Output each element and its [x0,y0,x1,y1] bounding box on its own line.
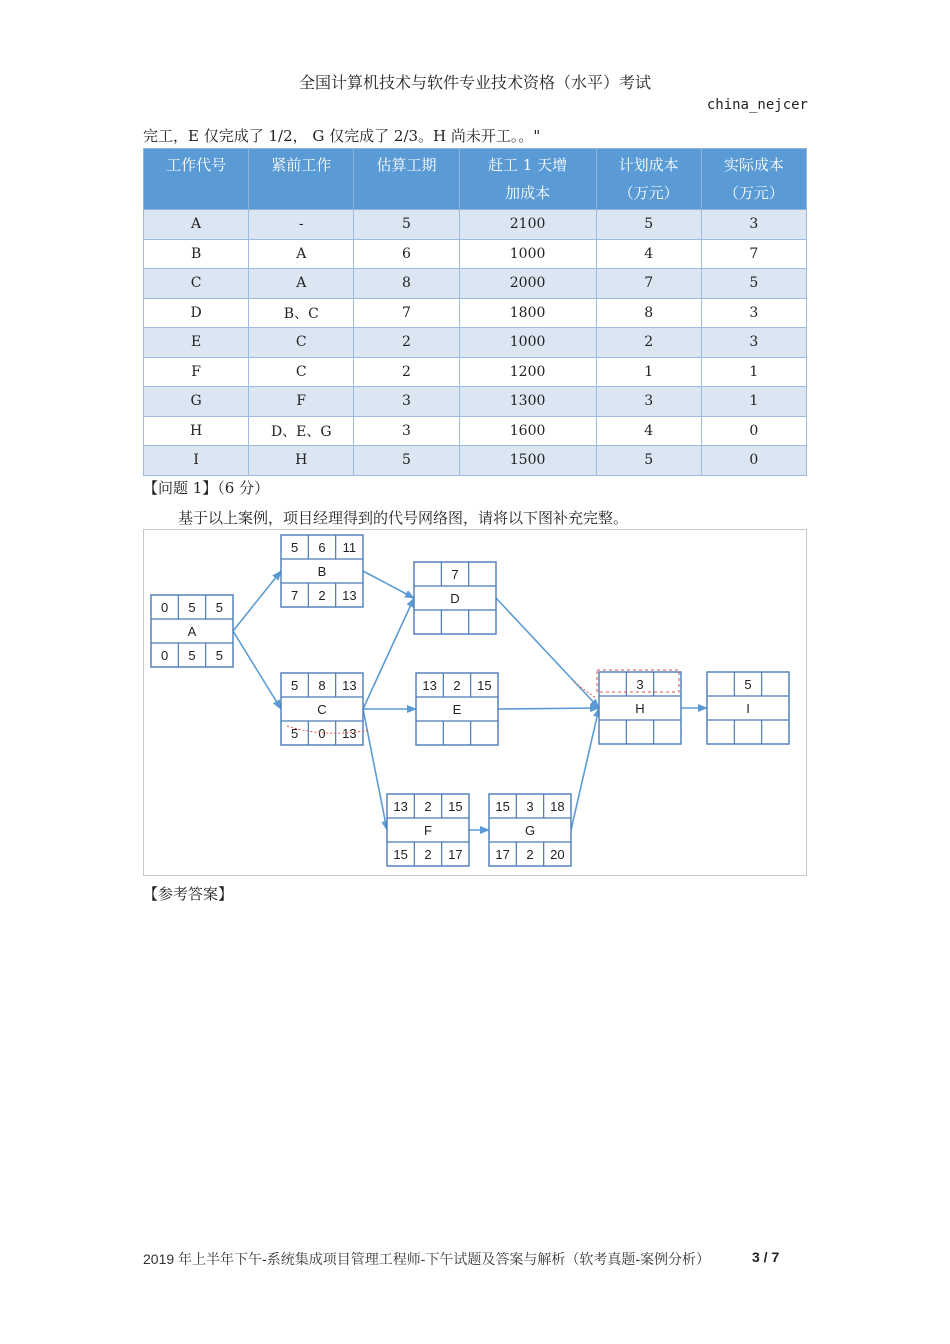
table-cell: 3 [701,210,806,240]
table-cell: 5 [354,446,459,476]
table-cell: E [144,328,249,358]
table-cell: C [249,357,354,387]
node-a-top-0: 0 [161,600,169,615]
document-header-title: 全国计算机技术与软件专业技术资格（水平）考试 [298,73,651,92]
table-cell: C [144,269,249,299]
node-c-top-2: 13 [342,678,357,693]
table-cell: C [249,328,354,358]
edge-c-f [363,709,387,830]
table-cell: 7 [354,298,459,328]
node-d-top-1: 7 [451,567,459,582]
question-1-label: 【问题 1】（6 分） [143,479,270,497]
header-cell: 估算工期 [354,149,459,210]
table-cell: B [144,239,249,269]
header-cell: 紧前工作 [249,149,354,210]
table-cell: 2100 [459,210,596,240]
footer-text: 2019 年上半年下午-系统集成项目管理工程师-下午试题及答案与解析（软考真题-案例分析） [143,1251,711,1267]
node-i-name: I [746,701,750,716]
table-cell: D、E、G [249,416,354,446]
table-cell: 1 [596,357,701,387]
table-cell: D [144,298,249,328]
node-h-name: H [635,701,645,716]
table-cell: 3 [701,298,806,328]
question-1-text: 基于以上案例，项目经理得到的代号网络图，请将以下图补充完整。 [178,509,629,527]
node-g-top-2: 18 [550,799,565,814]
node-d-name: D [450,591,460,606]
node-h-top-1: 3 [636,677,644,692]
node-b-top-2: 11 [342,540,357,555]
node-e-top-2: 15 [477,678,492,693]
table-row [144,416,807,446]
table-cell: 8 [354,269,459,299]
table-cell: B、C [249,298,354,328]
table-row [144,298,807,328]
table-cell: 3 [596,387,701,417]
node-c-name: C [317,702,327,717]
table-cell: 3 [701,328,806,358]
table-cell: 5 [354,210,459,240]
node-g-name: G [524,823,536,838]
table-cell: 1 [701,387,806,417]
node-h [599,672,681,744]
table-cell: 1 [701,357,806,387]
table-cell: A [249,269,354,299]
table-cell: - [249,210,354,240]
table-cell: F [144,357,249,387]
network-diagram [143,529,807,876]
table-row [144,269,807,299]
node-f-bottom-0: 15 [393,847,408,862]
edge-b-d [363,571,414,598]
node-a-top-1: 5 [188,600,196,615]
table-cell: 5 [596,210,701,240]
table-cell: 1000 [459,328,596,358]
node-g-bottom-2: 20 [550,847,565,862]
footer-page-number: 3 / 7 [752,1249,780,1265]
node-c-bottom-1: 0 [318,726,326,741]
table-cell: I [144,446,249,476]
node-b-top-1: 6 [318,540,326,555]
table-cell: 3 [354,416,459,446]
node-a-bottom-0: 0 [161,648,169,663]
table-cell: 1300 [459,387,596,417]
header-cell: 工作代号 [144,149,249,210]
node-i-top-1: 5 [744,677,752,692]
table-cell: F [249,387,354,417]
edge-c-d [363,598,414,709]
intro-text: 完工，E 仅完成了 1/2， G 仅完成了 2/3。H 尚未开工。。" [143,127,541,145]
table-cell: 1600 [459,416,596,446]
node-b [281,535,363,607]
table-cell: 0 [701,446,806,476]
node-g-top-1: 3 [526,799,534,814]
table-cell: 5 [596,446,701,476]
table-cell: 4 [596,416,701,446]
node-f-bottom-1: 2 [424,847,432,862]
markup-h-stroke [574,682,596,698]
node-i [707,672,789,744]
table-cell: 5 [701,269,806,299]
table-row [144,446,807,476]
table-cell: 1500 [459,446,596,476]
node-f-top-1: 2 [424,799,432,814]
node-c-top-0: 5 [291,678,299,693]
node-c-top-1: 8 [318,678,326,693]
node-f [387,794,469,866]
edge-e-h [498,708,599,709]
table-cell: 1200 [459,357,596,387]
table-cell: 2 [596,328,701,358]
node-e-top-0: 13 [422,678,437,693]
header-site-name: china_nejcer [706,97,808,113]
table-cell: 2000 [459,269,596,299]
table-row [144,387,807,417]
edge-g-h [571,708,599,830]
node-a-top-2: 5 [215,600,223,615]
node-a-bottom-1: 5 [188,648,196,663]
header-cell: 赶工 1 天增 加成本 [459,149,596,210]
node-c [281,673,363,745]
table-cell: 2 [354,328,459,358]
node-c-bottom-2: 13 [342,726,357,741]
node-b-bottom-1: 2 [318,588,326,603]
node-b-name: B [317,564,327,579]
node-a-bottom-2: 5 [215,648,223,663]
table-cell: 0 [701,416,806,446]
node-g-top-0: 15 [495,799,510,814]
node-d [414,562,496,634]
table-cell: 1800 [459,298,596,328]
node-g [489,794,571,866]
edge-a-b [233,571,281,631]
node-b-top-0: 5 [291,540,299,555]
node-e-name: E [452,702,462,717]
node-a [151,595,233,667]
table-cell: H [249,446,354,476]
answer-label: 【参考答案】 [143,885,234,903]
node-b-bottom-0: 7 [291,588,299,603]
table-header-row [144,149,807,210]
table-row [144,239,807,269]
node-c-bottom-0: 5 [291,726,299,741]
node-b-bottom-2: 13 [342,588,357,603]
node-f-name: F [424,823,432,838]
header-cell: 计划成本 （万元） [596,149,701,210]
table-cell: H [144,416,249,446]
node-g-bottom-1: 2 [526,847,534,862]
node-f-top-2: 15 [448,799,463,814]
network-diagram-svg [144,530,808,877]
table-cell: 7 [596,269,701,299]
edge-a-c [233,631,281,709]
table-cell: 6 [354,239,459,269]
table-cell: G [144,387,249,417]
table-cell: A [144,210,249,240]
table-cell: 4 [596,239,701,269]
node-a-name: A [187,624,197,639]
table-cell: 8 [596,298,701,328]
node-e [416,673,498,745]
edge-d-h [496,598,599,708]
table-cell: 7 [701,239,806,269]
header-cell: 实际成本 （万元） [701,149,806,210]
table-cell: 1000 [459,239,596,269]
cost-table [143,148,807,476]
table-row [144,210,807,240]
table-cell: 2 [354,357,459,387]
node-g-bottom-0: 17 [495,847,510,862]
node-f-top-0: 13 [393,799,408,814]
node-f-bottom-2: 17 [448,847,463,862]
table-row [144,357,807,387]
table-cell: 3 [354,387,459,417]
node-e-top-1: 2 [453,678,461,693]
table-cell: A [249,239,354,269]
table-row [144,328,807,358]
